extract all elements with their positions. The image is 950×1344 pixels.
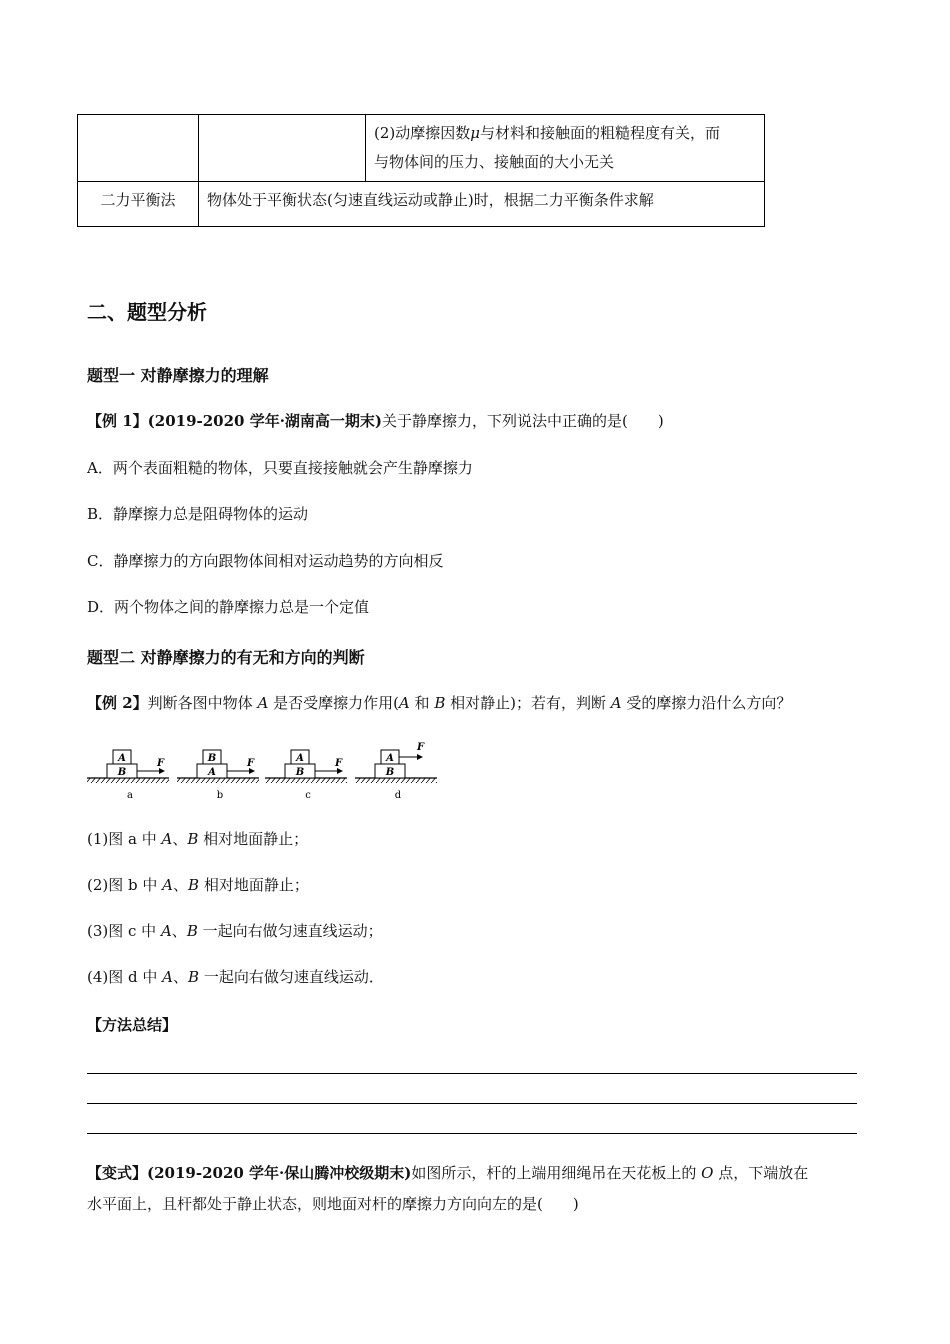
subitem-text: (2)图 b 中	[87, 876, 163, 894]
subitem-text: 一起向右做匀速直线运动．	[199, 968, 384, 986]
figure-d	[355, 742, 437, 801]
example-source: (2019-2020 学年·湖南高一期末)	[147, 412, 383, 430]
q-var: A	[398, 694, 410, 712]
method-table	[77, 114, 765, 227]
q-text: 相对静止)；若有，判断	[445, 694, 611, 712]
cell-text: 与物体间的压力、接触面的大小无关	[374, 153, 615, 171]
block-top-label: A	[386, 753, 394, 764]
force-label: F	[335, 758, 343, 769]
figure-a	[87, 750, 169, 801]
subitem-3	[87, 916, 383, 946]
subitem-text: (4)图 d 中	[87, 968, 163, 986]
q-var: B	[434, 694, 446, 712]
subitem-var: A	[162, 876, 173, 894]
type1-title: 题型一 对静摩擦力的理解	[87, 366, 269, 385]
figure-label: b	[216, 790, 224, 801]
block-bottom-label: A	[208, 767, 216, 778]
subitem-1	[87, 824, 308, 854]
subitem-text: (3)图 c 中	[87, 922, 161, 940]
force-label: F	[417, 742, 425, 753]
subitem-text: 、	[171, 922, 187, 940]
block-top-label: A	[296, 753, 304, 764]
subitem-text: 、	[172, 830, 188, 848]
table-cell: 二力平衡法	[78, 182, 199, 227]
subitem-var: A	[160, 922, 172, 940]
example-tag: 【例 1】	[87, 412, 148, 430]
mu-symbol: μ	[470, 124, 480, 142]
subitem-var: B	[186, 922, 198, 940]
answer-line[interactable]	[87, 1133, 857, 1134]
figure-label: d	[394, 790, 402, 801]
subitem-var: A	[161, 830, 173, 848]
q-text: 受的摩擦力沿什么方向？	[621, 694, 792, 712]
example-question: 关于静摩擦力，下列说法中正确的是( )	[382, 412, 664, 430]
variant-text: 点，下端放在	[713, 1164, 809, 1182]
block-top-label: A	[118, 753, 126, 764]
block-top-label: B	[207, 753, 217, 764]
subitem-var: B	[188, 968, 200, 986]
option-c: C．静摩擦力的方向跟物体间相对运动趋势的方向相反	[87, 552, 444, 570]
example1	[87, 406, 664, 436]
subitem-4	[87, 962, 384, 992]
table-cell	[366, 115, 765, 182]
q-text: 是否受摩擦力作用(	[268, 694, 399, 712]
q-var: A	[257, 694, 269, 712]
option-d: D．两个物体之间的静摩擦力总是一个定值	[87, 598, 370, 616]
section-title: 二、题型分析	[87, 300, 207, 324]
variant-line2: 水平面上，且杆都处于静止状态，则地面对杆的摩擦力方向向左的是( )	[87, 1195, 579, 1213]
table-cell: 物体处于平衡状态(匀速直线运动或静止)时，根据二力平衡条件求解	[199, 182, 765, 227]
type2-title: 题型二 对静摩擦力的有无和方向的判断	[87, 648, 365, 667]
variant-source: (2019-2020 学年·保山腾冲校级期末)	[147, 1164, 412, 1182]
subitem-text: 相对地面静止；	[198, 830, 309, 848]
cell-text: 与材料和接触面的粗糙程度有关，而	[480, 124, 721, 142]
table-row	[78, 115, 765, 182]
option-b: B．静摩擦力总是阻碍物体的运动	[87, 505, 309, 523]
point-label: O	[701, 1164, 714, 1182]
q-text: 和	[409, 694, 435, 712]
example-tag: 【例 2】	[87, 694, 148, 712]
subitem-text: 相对地面静止；	[199, 876, 309, 894]
figure-label: c	[305, 790, 311, 801]
figure-label: a	[127, 790, 133, 801]
table-row	[78, 182, 765, 227]
blocks-figure	[87, 740, 447, 804]
force-label: F	[157, 758, 165, 769]
figure-b	[177, 750, 259, 801]
method-summary-heading: 【方法总结】	[87, 1016, 178, 1034]
variant-text: 如图所示，杆的上端用细绳吊在天花板上的	[411, 1164, 702, 1182]
subitem-2	[87, 870, 309, 900]
answer-line[interactable]	[87, 1103, 857, 1104]
force-label: F	[247, 758, 255, 769]
subitem-text: 、	[173, 876, 189, 894]
subitem-var: B	[187, 830, 199, 848]
subitem-text: 、	[173, 968, 189, 986]
table-cell	[199, 115, 366, 182]
figure-c	[265, 750, 347, 801]
subitem-text: 一起向右做匀速直线运动；	[197, 922, 383, 940]
example2	[87, 688, 791, 718]
q-text: 判断各图中物体	[147, 694, 258, 712]
subitem-text: (1)图 a 中	[87, 830, 162, 848]
block-bottom-label: B	[295, 767, 305, 778]
variant-question	[87, 1158, 867, 1188]
table-cell	[78, 115, 199, 182]
option-a: A．两个表面粗糙的物体，只要直接接触就会产生静摩擦力	[87, 459, 473, 477]
cell-text: (2)动摩擦因数	[374, 124, 471, 142]
variant-tag: 【变式】	[87, 1164, 148, 1182]
block-bottom-label: B	[385, 767, 395, 778]
subitem-var: B	[188, 876, 200, 894]
answer-line[interactable]	[87, 1073, 857, 1074]
q-var: A	[610, 694, 622, 712]
block-bottom-label: B	[117, 767, 127, 778]
subitem-var: A	[162, 968, 173, 986]
